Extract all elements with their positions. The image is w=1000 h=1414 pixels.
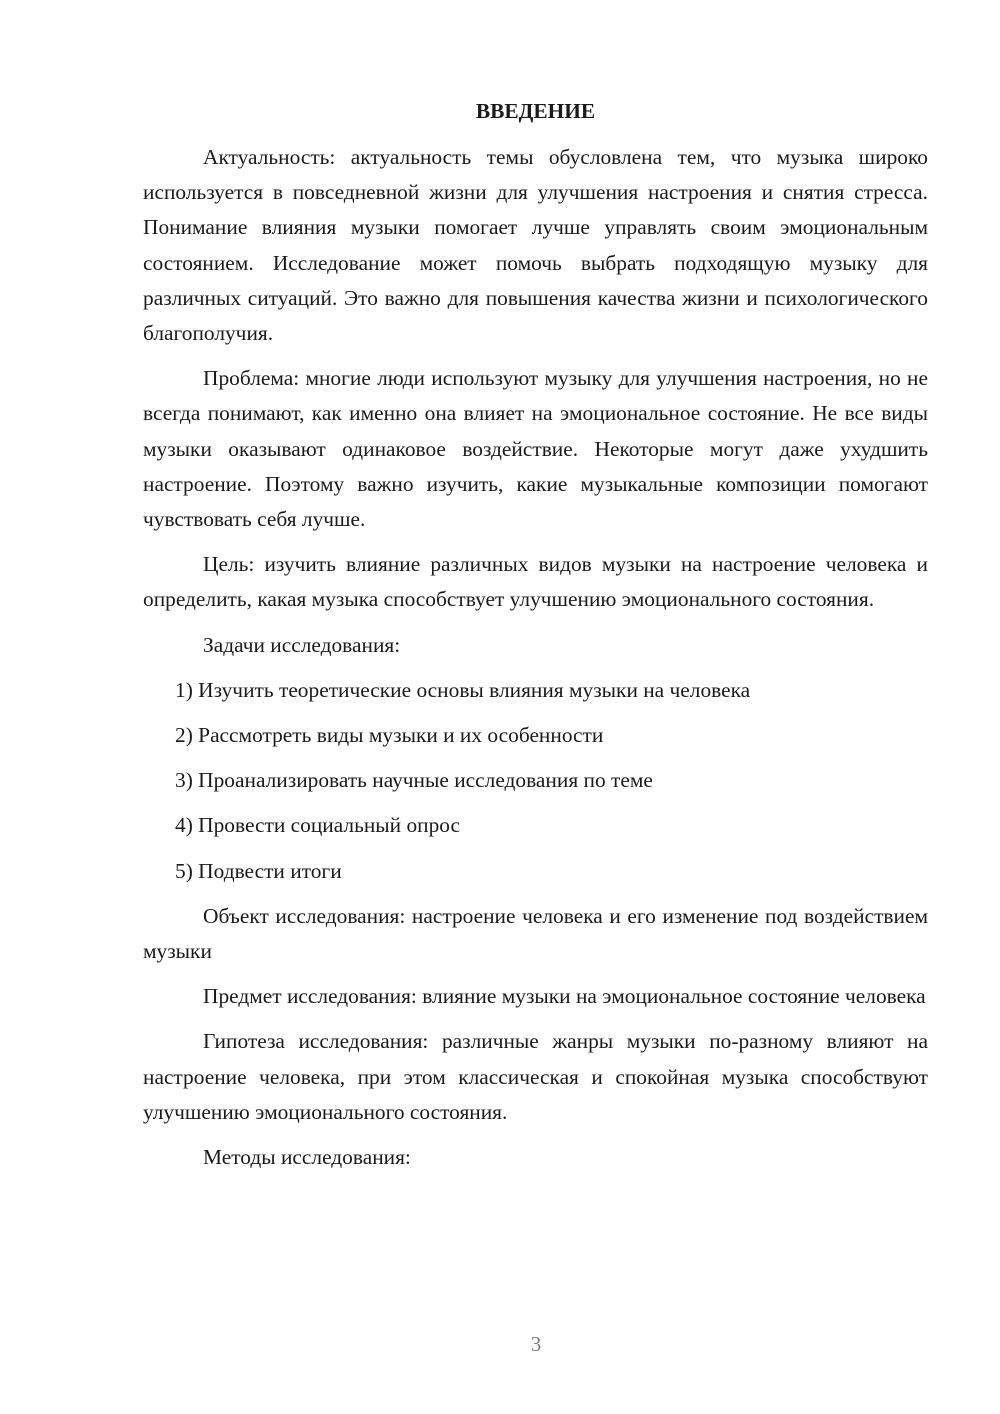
- tasks-list: [143, 673, 928, 889]
- methods-heading: Методы исследования:: [203, 1145, 411, 1170]
- page-number: 3: [530, 1332, 542, 1356]
- list-item: 5) Подвести итоги: [175, 858, 342, 883]
- object-paragraph: Объект исследования: настроение человека и его изменение под воздействием музыки: [143, 903, 928, 964]
- goal-paragraph: Цель: изучить влияние различных видов музыки на настроение человека и определить, какая музыка способствует улучшению эмоционального состояния.: [143, 552, 928, 612]
- page-title: ВВЕДЕНИЕ: [475, 99, 596, 123]
- hypothesis-paragraph: Гипотеза исследования: различные жанры музыки по-разному влияют на настроение человека, при этом классическая и спокойная музыка способствуют улучшению эмоционального состояния.: [143, 1029, 928, 1124]
- list-item: 3) Проанализировать научные исследования по теме: [175, 768, 653, 793]
- subject-paragraph: Предмет исследования: влияние музыки на эмоциональное состояние человека: [203, 984, 926, 1009]
- page-content: [143, 96, 928, 1185]
- list-item: 1) Изучить теоретические основы влияния музыки на человека: [175, 677, 751, 702]
- problem-paragraph: Проблема: многие люди используют музыку для улучшения настроения, но не всегда понимают, как именно она влияет на эмоциональное состояние. Не все виды музыки оказывают одинаковое воздействие. Некоторые могут даже ухудшить настроение. Поэтому важно изучить, какие музыкальные композиции помогают чувствовать себя лучше.: [143, 366, 928, 532]
- relevance-paragraph: Актуальность: актуальность темы обусловлена тем, что музыка широко используется в повседневной жизни для улучшения настроения и снятия стресса. Понимание влияния музыки помогает лучше управлять своим эмоциональным состоянием. Исследование может помочь выбрать подходящую музыку для различных ситуаций. Это важно для повышения качества жизни и психологического благополучия.: [143, 145, 928, 346]
- list-item: 4) Провести социальный опрос: [175, 813, 461, 838]
- tasks-heading: Задачи исследования:: [203, 632, 401, 657]
- list-item: 2) Рассмотреть виды музыки и их особенности: [175, 723, 604, 748]
